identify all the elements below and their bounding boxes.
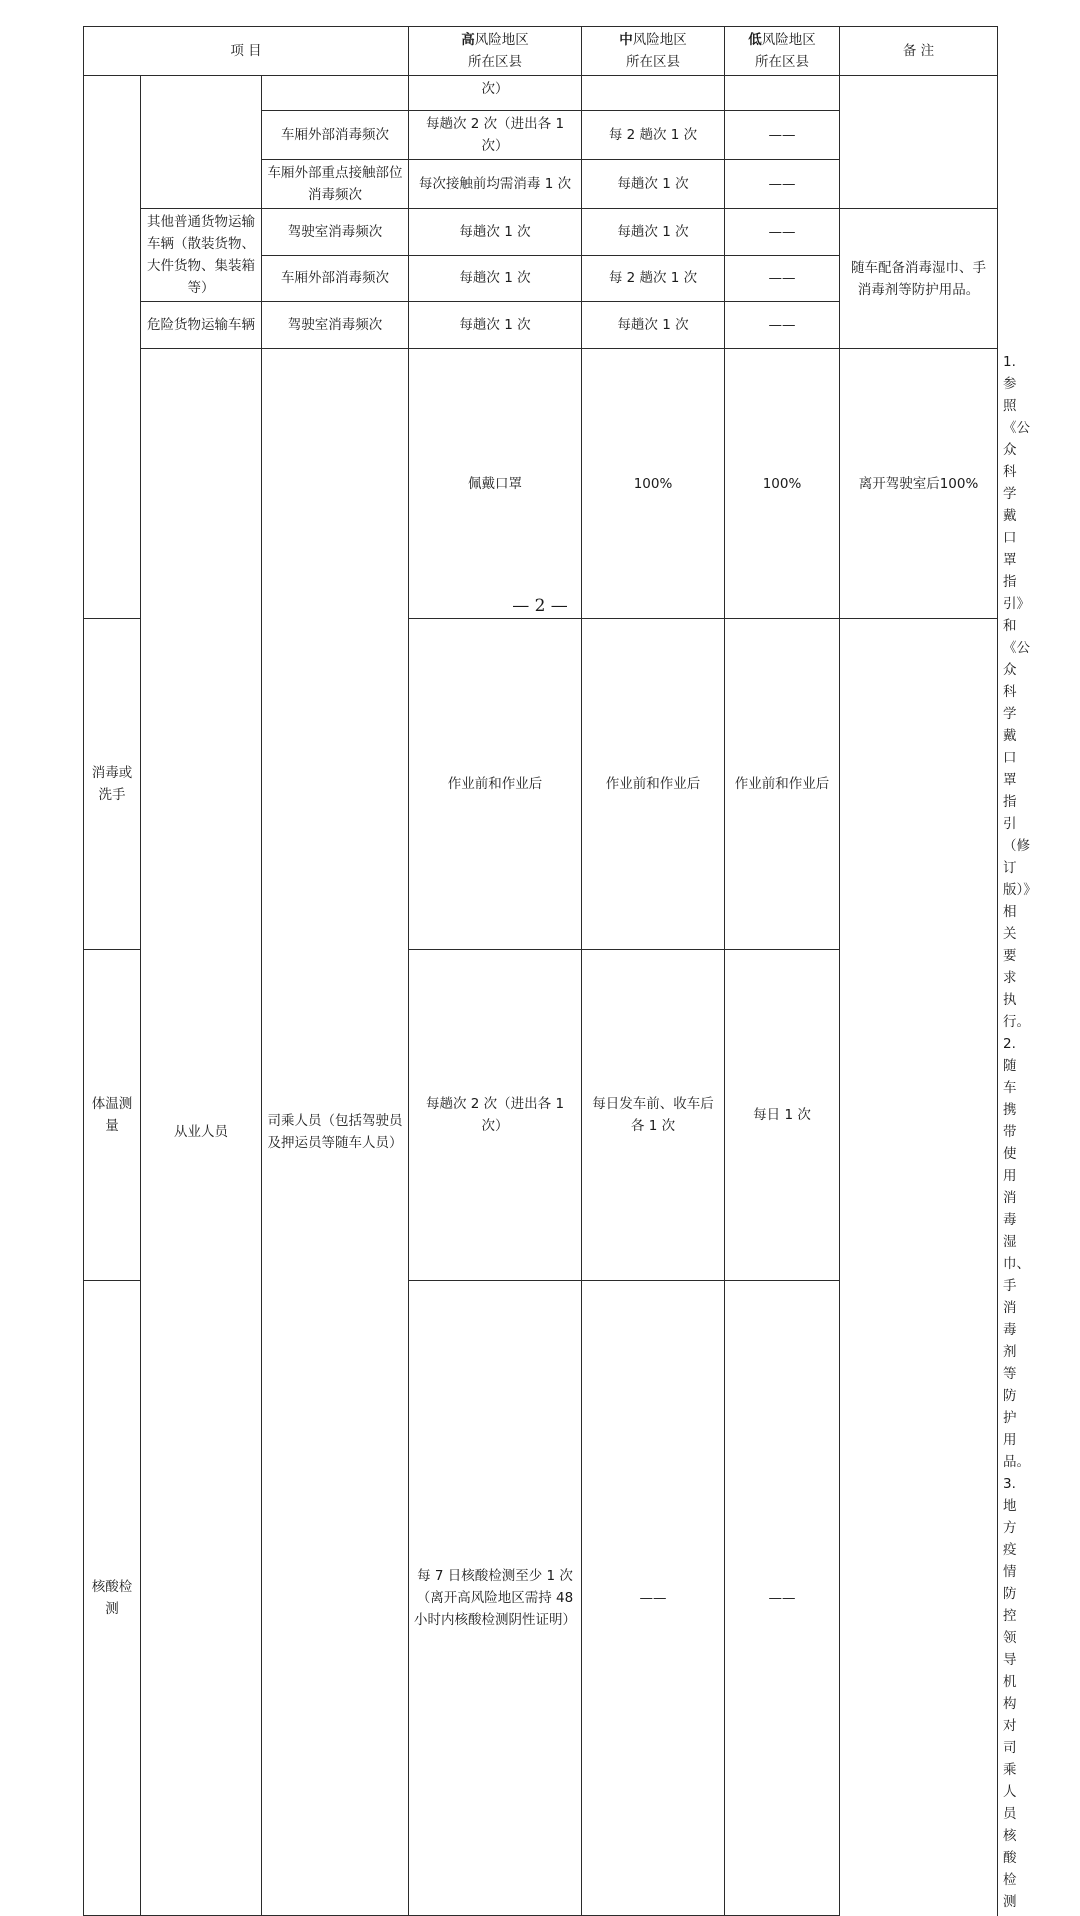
table-row: 从业人员 司乘人员（包括驾驶员及押运员等随车人员） 佩戴口罩 100% 100% 离开驾驶室后100% 1.参照《公众科学戴口罩指引》和《公众科学戴口罩指引（修订版）》相关要求执行。2.随车携带使用消毒湿巾、手消毒剂等防护用品。3.地方疫情防控领导机构对司乘人员核酸检测 (84, 349, 998, 619)
category-staff: 司乘人员（包括驾驶员及押运员等随车人员） (262, 349, 409, 1916)
table-row (84, 76, 998, 111)
note-general: 随车配备消毒湿巾、手消毒剂等防护用品。 (840, 209, 998, 349)
header-item: 项 目 (84, 27, 409, 76)
high-risk-cell: 每 7 日核酸检测至少 1 次（离开高风险地区需持 48 小时内核酸检测阴性证明） (409, 1281, 582, 1916)
item-cell: 体温测量 (84, 950, 141, 1281)
low-risk-cell: —— (725, 111, 840, 160)
blank-medium-cell (582, 76, 725, 111)
blank-low-cell (725, 76, 840, 111)
high-risk-cell: 每趟次 1 次 (409, 302, 582, 349)
high-risk-cell: 每趟次 1 次 (409, 255, 582, 302)
low-risk-cell: —— (725, 255, 840, 302)
medium-risk-cell: 每趟次 1 次 (582, 302, 725, 349)
risk-policy-table (83, 26, 1037, 1916)
continued-high-cell: 次） (409, 76, 582, 111)
medium-risk-cell: 每日发车前、收车后各 1 次 (582, 950, 725, 1281)
item-cell: 消毒或洗手 (84, 619, 141, 950)
item-cell: 车厢外部消毒频次 (262, 255, 409, 302)
medium-risk-cell: 每 2 趟次 1 次 (582, 111, 725, 160)
high-risk-cell: 每趟次 2 次（进出各 1 次） (409, 111, 582, 160)
item-cell: 车厢外部重点接触部位消毒频次 (262, 160, 409, 209)
page-number: — 2 — (512, 596, 568, 616)
medium-risk-cell: 100% (725, 349, 840, 619)
item-cell: 驾驶室消毒频次 (262, 209, 409, 256)
group-staff: 从业人员 (141, 349, 262, 1916)
header-row (84, 27, 998, 76)
header-low-risk: 低风险地区 所在区县 (725, 27, 840, 76)
item-cell: 核酸检测 (84, 1281, 141, 1916)
blank-group-cell (84, 76, 141, 619)
blank-item-cell (262, 76, 409, 111)
medium-risk-cell: 每趟次 1 次 (582, 160, 725, 209)
category-dangerous-vehicle: 危险货物运输车辆 (141, 302, 262, 349)
high-risk-cell: 作业前和作业后 (409, 619, 582, 950)
low-risk-cell: —— (725, 302, 840, 349)
high-risk-cell: 每趟次 2 次（进出各 1 次） (409, 950, 582, 1281)
medium-risk-cell: 每趟次 1 次 (582, 209, 725, 256)
header-high-risk: 高风险地区 所在区县 (409, 27, 582, 76)
low-risk-cell: 作业前和作业后 (725, 619, 840, 950)
low-risk-cell: 每日 1 次 (725, 950, 840, 1281)
category-general-vehicle: 其他普通货物运输车辆（散装货物、大件货物、集装箱等） (141, 209, 262, 302)
medium-risk-cell: 作业前和作业后 (582, 619, 725, 950)
item-cell: 佩戴口罩 (409, 349, 582, 619)
blank-remark-cell (840, 76, 998, 209)
table-row (84, 209, 998, 256)
medium-risk-cell: —— (582, 1281, 725, 1916)
high-risk-cell: 每次接触前均需消毒 1 次 (409, 160, 582, 209)
header-remark: 备 注 (840, 27, 998, 76)
low-risk-cell: —— (725, 160, 840, 209)
high-risk-cell: 每趟次 1 次 (409, 209, 582, 256)
low-risk-cell: —— (725, 1281, 840, 1916)
item-cell: 车厢外部消毒频次 (262, 111, 409, 160)
header-medium-risk: 中风险地区 所在区县 (582, 27, 725, 76)
low-risk-cell: —— (725, 209, 840, 256)
blank-category-cell (141, 76, 262, 209)
item-cell: 驾驶室消毒频次 (262, 302, 409, 349)
high-risk-cell: 100% (582, 349, 725, 619)
low-risk-cell: 离开驾驶室后100% (840, 349, 998, 619)
medium-risk-cell: 每 2 趟次 1 次 (582, 255, 725, 302)
